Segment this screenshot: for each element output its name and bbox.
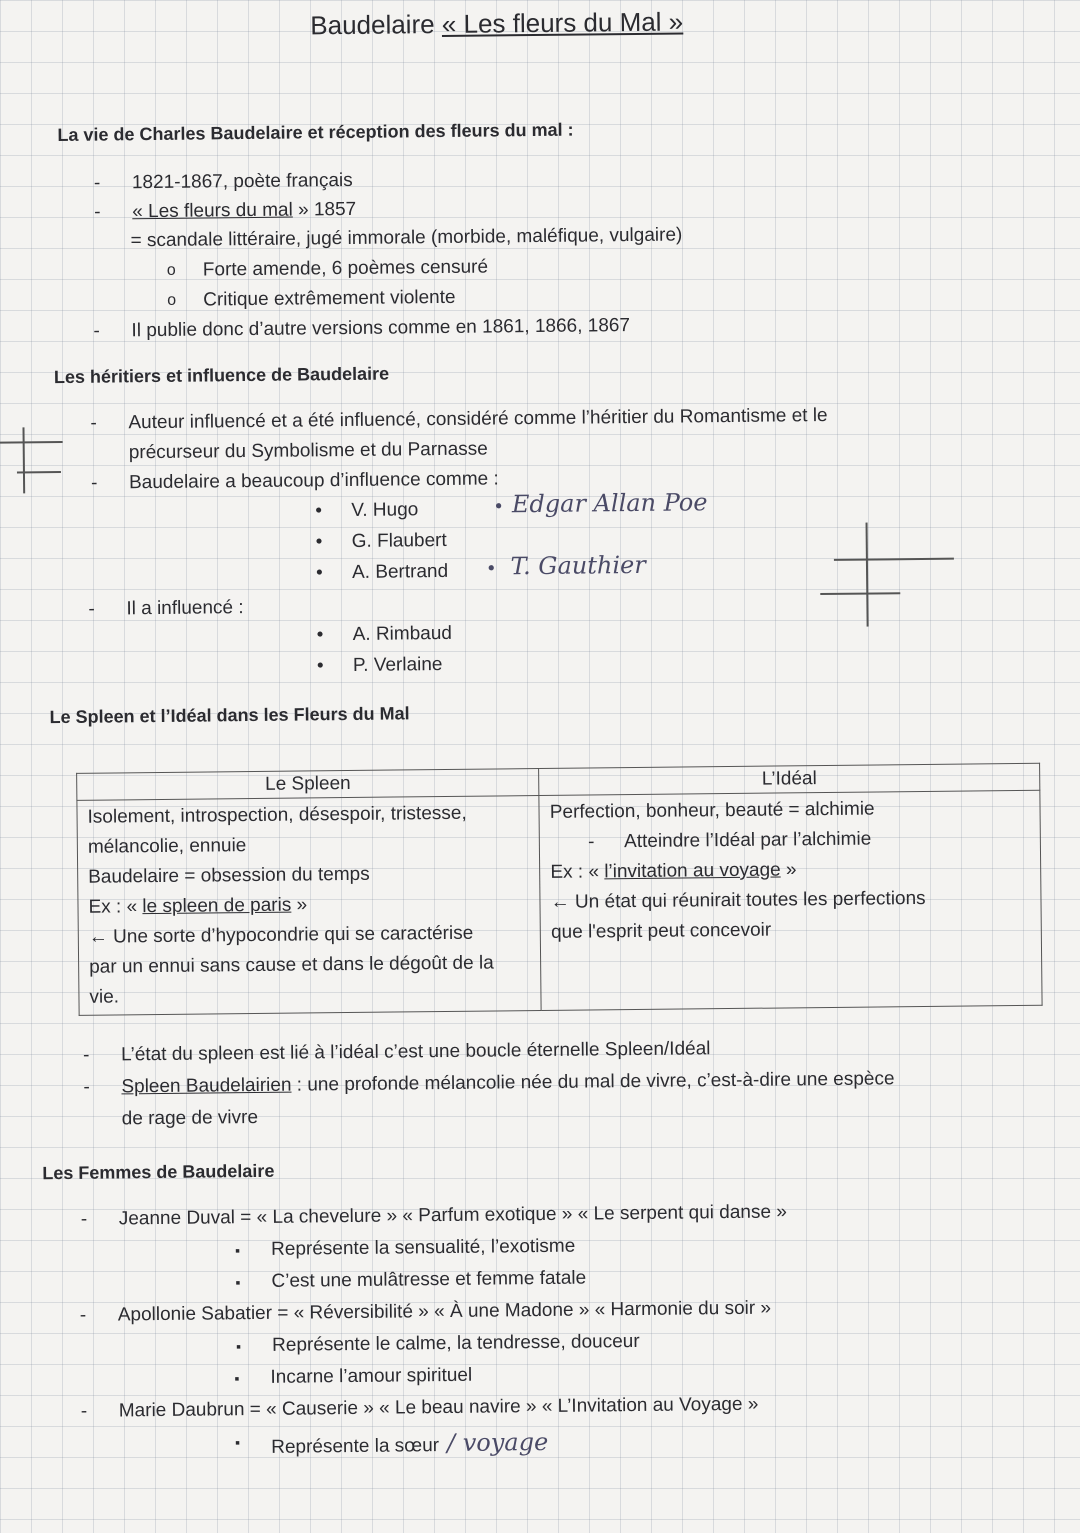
s2-line2: - Baudelaire a beaucoup d’influence comme : xyxy=(129,468,499,494)
handwritten-poe-text: Edgar Allan Poe xyxy=(511,488,708,519)
s1-line2-year: » 1857 xyxy=(292,198,357,221)
spleen-cell xyxy=(77,796,541,1016)
section3-heading: Le Spleen et l’Idéal dans les Fleurs du Mal xyxy=(49,703,410,728)
doodle-cross-left-h2 xyxy=(17,471,61,473)
spleen-ideal-table xyxy=(76,763,1042,1016)
s1-line2 xyxy=(132,199,356,223)
title-prefix: Baudelaire xyxy=(310,8,442,41)
spleen-ex-title: le spleen de paris xyxy=(142,894,292,918)
spleen-line4 xyxy=(88,888,530,923)
ideal-ex-post: » xyxy=(780,859,797,881)
spleen-ex-post: » xyxy=(291,894,308,916)
ideal-line5: que l'esprit peut concevoir xyxy=(550,919,772,943)
section2-heading: Les héritiers et influence de Baudelaire xyxy=(53,363,390,388)
duval-point2: ▪ C’est une mulâtresse et femme fatale xyxy=(271,1268,586,1293)
handwritten-gauthier: • T. Gauthier xyxy=(485,550,646,581)
ideal-ex-title: l’invitation au voyage xyxy=(604,859,781,883)
col-ideal-header: L’Idéal xyxy=(539,763,1040,795)
doodle-cross-left-h xyxy=(0,441,63,443)
col-spleen-header: Le Spleen xyxy=(77,769,539,801)
page-title xyxy=(310,6,683,41)
s1-line2-title: « Les fleurs du mal xyxy=(132,199,293,223)
spleen-ex-pre: Ex : « xyxy=(88,896,143,918)
ideal-cell xyxy=(539,790,1042,1010)
s3-bullet2-def: : une profonde mélancolie née du mal de vivre, c’est-à-dire une espèce xyxy=(291,1068,895,1096)
ideal-line4: ← Un état qui réunirait toutes les perfections xyxy=(550,887,926,913)
ideal-ex-pre: Ex : « xyxy=(550,861,605,883)
handwritten-poe: • Edgar Allan Poe xyxy=(493,488,708,519)
spleen-line6: par un ennui sans cause et dans le dégoût de la xyxy=(89,952,494,978)
handwritten-voyage: / voyage xyxy=(446,1427,549,1458)
doodle-cross-left-v xyxy=(22,427,24,493)
s3-bullet1: - L’état du spleen est lié à l’idéal c’est une boucle éternelle Spleen/Idéal xyxy=(121,1038,711,1066)
s2-line1a: - Auteur influencé et a été influencé, considéré comme l’héritier du Romantisme et le xyxy=(128,405,827,434)
ideal-line2: - Atteindre l’Idéal par l’alchimie xyxy=(587,828,872,853)
s2-line1b: précurseur du Symbolisme et du Parnasse xyxy=(128,438,488,464)
section4-heading: Les Femmes de Baudelaire xyxy=(42,1160,275,1184)
daubrun-point1-text: Représente la sœur xyxy=(271,1435,440,1458)
table-row xyxy=(77,790,1042,1015)
influence-bertrand: • A. Bertrand xyxy=(352,561,448,584)
spleen-line5: ← Une sorte d’hypocondrie qui se caractérise xyxy=(88,922,474,948)
influence-flaubert: • G. Flaubert xyxy=(352,530,447,553)
influenced-verlaine: • P. Verlaine xyxy=(353,654,443,677)
s1-sub1: o Forte amende, 6 poèmes censuré xyxy=(203,257,488,282)
woman-daubrun: - Marie Daubrun = « Causerie » « Le beau navire » « L’Invitation au Voyage » xyxy=(119,1394,759,1423)
daubrun-point1 xyxy=(271,1428,548,1459)
spleen-line2: mélancolie, ennuie xyxy=(87,835,247,858)
s3-bullet2-term: Spleen Baudelairien xyxy=(121,1074,292,1098)
spleen-line7: vie. xyxy=(89,986,120,1008)
s1-line4: - Il publie donc d’autre versions comme en 1861, 1866, 1867 xyxy=(131,315,630,342)
s1-sub2: o Critique extrêmement violente xyxy=(203,287,456,312)
sabatier-point2: ▪ Incarne l’amour spirituel xyxy=(270,1365,472,1389)
woman-duval: - Jeanne Duval = « La chevelure » « Parfum exotique » « Le serpent qui danse » xyxy=(119,1201,787,1230)
section1-heading: La vie de Charles Baudelaire et réception des fleurs du mal : xyxy=(57,119,574,146)
sabatier-point1: ▪ Représente le calme, la tendresse, douceur xyxy=(272,1331,640,1357)
influenced-rimbaud: • A. Rimbaud xyxy=(353,623,453,646)
title-underlined: « Les fleurs du Mal » xyxy=(441,6,684,39)
handwritten-gauthier-text: T. Gauthier xyxy=(510,550,646,581)
duval-point1: ▪ Représente la sensualité, l’exotisme xyxy=(271,1236,575,1261)
doodle-cross-right-h2 xyxy=(820,592,900,594)
influence-hugo: • V. Hugo xyxy=(351,499,418,522)
ideal-line1: Perfection, bonheur, beauté = alchimie xyxy=(549,798,875,823)
s3-bullet2-cont: de rage de vivre xyxy=(121,1106,259,1130)
spleen-line1: Isolement, introspection, désespoir, tristesse, xyxy=(87,802,467,828)
spleen-line3: Baudelaire = obsession du temps xyxy=(88,863,370,888)
woman-sabatier: - Apollonie Sabatier = « Réversibilité » « À une Madone » « Harmonie du soir » xyxy=(118,1298,771,1327)
doodle-cross-right-v xyxy=(866,523,869,627)
doodle-cross-right-h xyxy=(834,558,954,561)
s1-line1: - 1821-1867, poète français xyxy=(132,170,353,194)
s3-bullet2 xyxy=(121,1068,894,1098)
ideal-line2-text: Atteindre l’Idéal par l’alchimie xyxy=(623,828,872,853)
s2-line3: - Il a influencé : xyxy=(126,597,243,620)
s1-line3: = scandale littéraire, jugé immorale (morbide, maléfique, vulgaire) xyxy=(130,224,683,252)
